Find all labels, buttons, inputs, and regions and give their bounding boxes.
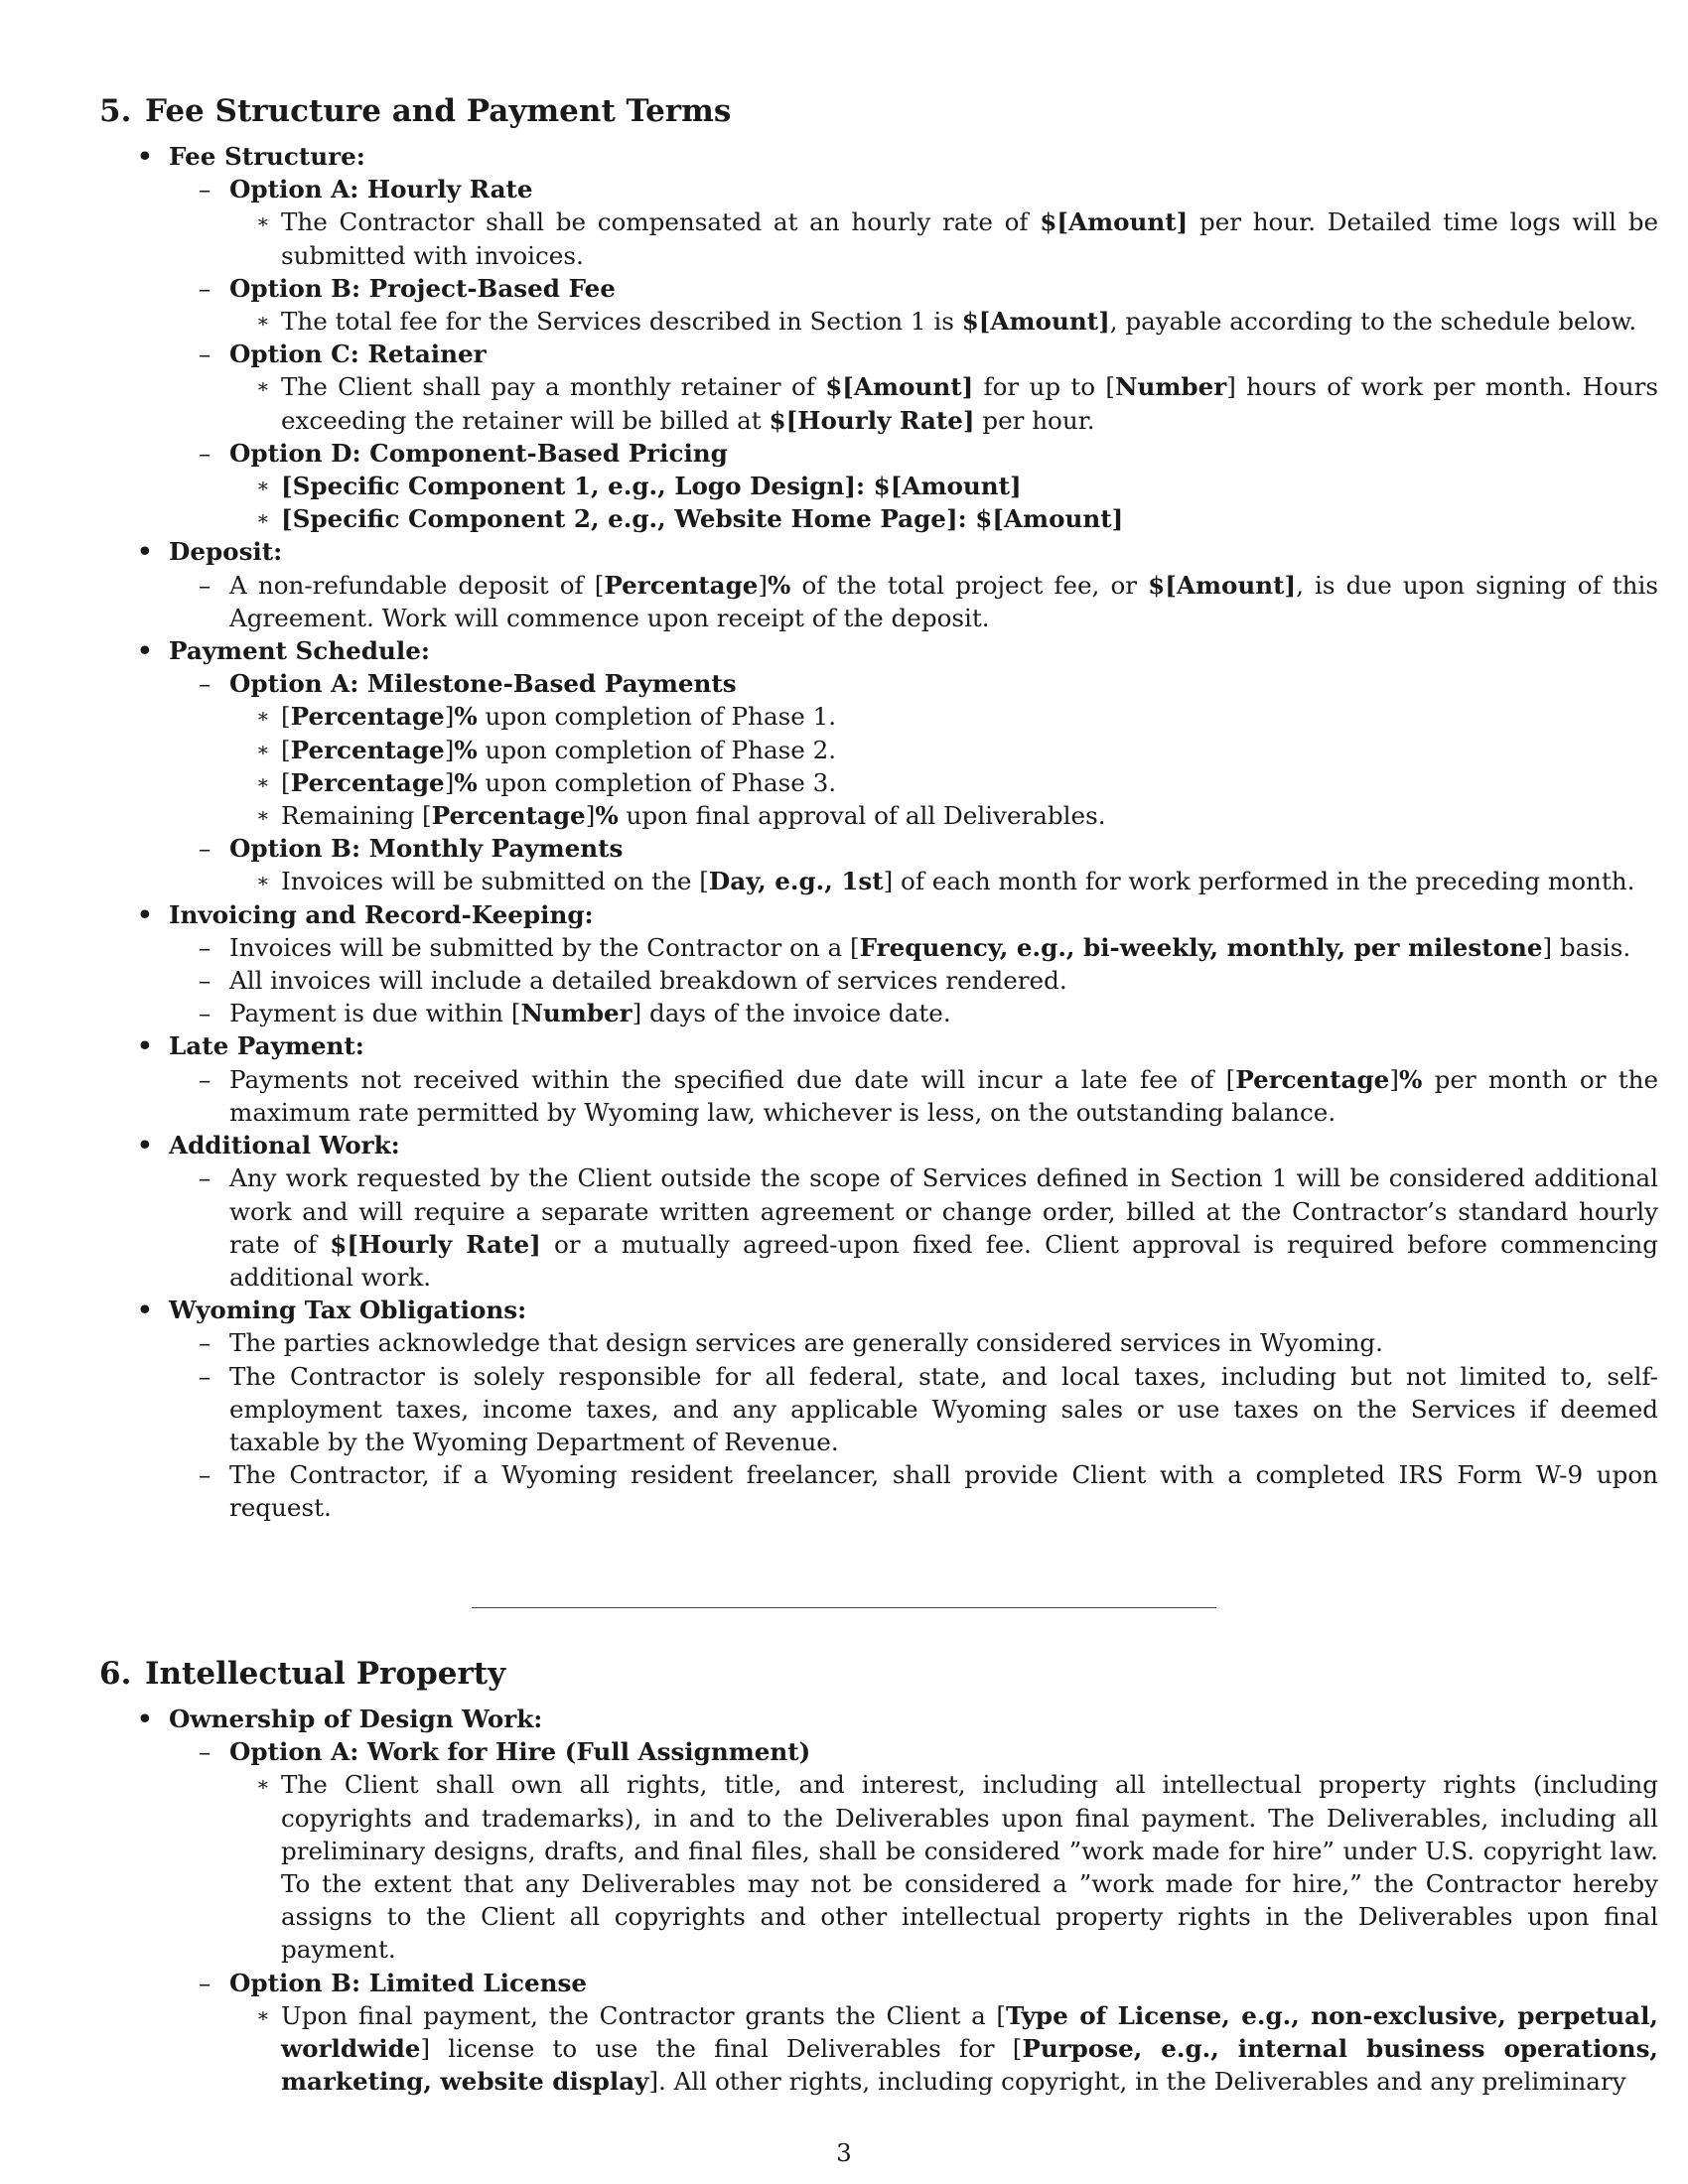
dash-icon: – <box>199 1460 211 1490</box>
asterisk-icon: ∗ <box>256 474 270 498</box>
list-item: – Payments not received within the specified due date will incur a late fee of [Percentage]% per month or the maximum rate permitted by Wyoming law, whichever is less, on the outstanding balance. <box>199 1064 1658 1127</box>
asterisk-icon: ∗ <box>256 769 270 794</box>
dash-icon: – <box>199 273 211 303</box>
list-item: ∗ [Percentage]% upon completion of Phase 3. <box>229 766 1658 799</box>
section-6-heading <box>99 1654 1589 1694</box>
bullet-icon: • <box>137 1131 153 1160</box>
list-item: – Payment is due within [Number] days of the invoice date. <box>169 997 1658 1029</box>
list-item: ∗ Upon final payment, the Contractor grants the Client a [Type of License, e.g., non-exclusive, perpetual, worldwide] license to use the final Deliverables for [Purpose, e.g., internal business operations, marketing, website display]. All other rights, including copyright, in the Deliverables and any preliminary <box>256 2000 1658 2097</box>
dash-icon: – <box>199 340 211 369</box>
dash-icon: – <box>199 1163 211 1193</box>
list-item-fee-structure <box>99 140 1658 535</box>
item-label: Ownership of Design Work: <box>169 1705 543 1733</box>
dash-icon: – <box>199 438 211 468</box>
list-item-additional-work <box>99 1129 1658 1294</box>
dash-icon: – <box>199 570 211 600</box>
asterisk-icon: ∗ <box>256 309 270 334</box>
list-item: – Invoices will be submitted by the Contractor on a [Frequency, e.g., bi-weekly, monthly, per milestone] basis. <box>169 931 1658 964</box>
dash-icon: – <box>199 175 211 205</box>
item-label: Wyoming Tax Obligations: <box>169 1296 527 1325</box>
asterisk-icon: ∗ <box>256 2002 270 2027</box>
list-item: ∗ [Specific Component 1, e.g., Logo Design]: $[Amount] <box>229 470 1658 502</box>
bullet-icon: • <box>137 1296 153 1325</box>
list-item: ∗ [Specific Component 2, e.g., Website Home Page]: $[Amount] <box>229 502 1658 535</box>
list-item: – The parties acknowledge that design services are generally considered services in Wyoming. <box>169 1326 1658 1359</box>
item-label: Fee Structure: <box>169 142 365 171</box>
list-item-deposit <box>99 535 1658 634</box>
bullet-icon: • <box>137 1705 153 1733</box>
option-label: Option B: Monthly Payments <box>229 834 624 864</box>
list-item: ∗ Invoices will be submitted on the [Day, e.g., 1st] of each month for work performed in the preceding month. <box>229 865 1658 897</box>
bullet-icon: • <box>137 537 153 567</box>
option-label: Option B: Limited License <box>229 1968 587 1997</box>
list-item-wyoming-tax <box>99 1294 1658 1524</box>
item-label: Additional Work: <box>169 1131 400 1160</box>
bullet-icon: • <box>137 899 153 929</box>
asterisk-icon: ∗ <box>256 374 270 399</box>
list-item-option-a <box>169 173 1658 272</box>
list-item: ∗ The Client shall pay a monthly retainer of $[Amount] for up to [Number] hours of work per month. Hours exceeding the retainer will be billed at $[Hourly Rate] per hour. <box>256 372 1658 435</box>
option-label: Option D: Component-Based Pricing <box>229 438 728 468</box>
list-item: ∗ [Percentage]% upon completion of Phase 2. <box>229 734 1658 766</box>
option-label: Option B: Project-Based Fee <box>229 273 616 303</box>
asterisk-icon: ∗ <box>256 1772 270 1797</box>
section-6 <box>99 1654 1658 2098</box>
bullet-icon: • <box>137 142 153 171</box>
list-item-option-b <box>169 832 1658 897</box>
asterisk-icon: ∗ <box>256 737 270 761</box>
dash-icon: – <box>199 1968 211 1997</box>
dash-icon: – <box>199 834 211 864</box>
list-item-option-a <box>169 667 1658 832</box>
section-title: Fee Structure and Payment Terms <box>145 93 732 129</box>
section-5-heading <box>99 91 1589 131</box>
bullet-icon: • <box>137 636 153 666</box>
asterisk-icon: ∗ <box>256 506 270 531</box>
list-item: ∗ The Contractor shall be compensated at an hourly rate of $[Amount] per hour. Detailed time logs will be submitted with invoices. <box>256 207 1658 270</box>
section-number: 6. <box>99 1656 132 1692</box>
dash-icon: – <box>199 932 211 962</box>
list-item-option-b <box>169 272 1658 338</box>
asterisk-icon: ∗ <box>256 803 270 828</box>
dash-icon: – <box>199 1361 211 1391</box>
list-item: – The Contractor is solely responsible for all federal, state, and local taxes, including but not limited to, self-employment taxes, income taxes, and any applicable Wyoming sales or use taxes on the Services if deemed taxable by the Wyoming Department of Revenue. <box>199 1361 1658 1456</box>
section-5 <box>99 91 1659 1525</box>
section-title: Intellectual Property <box>145 1656 506 1692</box>
option-label: Option A: Milestone-Based Payments <box>229 669 737 699</box>
list-item-ownership <box>99 1703 1658 2098</box>
list-item-option-d <box>169 437 1658 536</box>
section-number: 5. <box>99 93 132 129</box>
list-item: ∗ The total fee for the Services described in Section 1 is $[Amount], payable according to the schedule below. <box>229 305 1658 338</box>
option-label: Option A: Work for Hire (Full Assignment) <box>229 1737 811 1767</box>
item-label: Deposit: <box>169 537 283 567</box>
list-item-late-payment <box>99 1029 1658 1129</box>
list-item: – A non-refundable deposit of [Percentage]% of the total project fee, or $[Amount], is due upon signing of this Agreement. Work will commence upon receipt of the deposit. <box>199 570 1659 632</box>
list-item: – Any work requested by the Client outside the scope of Services defined in Section 1 will be considered additional work and will require a separate written agreement or change order, billed at the Contractor’s standard hourly rate of $[Hourly Rate] or a mutually agreed-upon fixed fee. Client approval is required before commencing additional work. <box>199 1163 1658 1292</box>
list-item: – The Contractor, if a Wyoming resident freelancer, shall provide Client with a completed IRS Form W-9 upon request. <box>199 1460 1658 1523</box>
dash-icon: – <box>199 669 211 699</box>
dash-icon: – <box>199 1737 211 1767</box>
option-label: Option A: Hourly Rate <box>229 175 533 205</box>
dash-icon: – <box>199 999 211 1028</box>
asterisk-icon: ∗ <box>256 209 270 234</box>
list-item: ∗ The Client shall own all rights, title, and interest, including all intellectual property rights (including copyrights and trademarks), in and to the Deliverables upon final payment. The Deliverables, including all preliminary designs, drafts, and final files, shall be considered ”work made for hire” under U.S. copyright law. To the extent that any Deliverables may not be considered a ”work made for hire,” the Contractor hereby assigns to the Client all copyrights and other intellectual property rights in the Deliverables upon final payment. <box>256 1770 1658 1965</box>
dash-icon: – <box>199 1328 211 1358</box>
list-item-invoicing <box>99 898 1658 1030</box>
list-item-option-b <box>169 1967 1658 2099</box>
dash-icon: – <box>199 1064 211 1094</box>
asterisk-icon: ∗ <box>256 869 270 893</box>
page-number: 3 <box>836 2138 852 2167</box>
item-label: Invoicing and Record-Keeping: <box>169 899 594 929</box>
horizontal-divider <box>472 1607 1216 1608</box>
list-item-option-c <box>169 338 1658 437</box>
bullet-icon: • <box>137 1031 153 1061</box>
list-item-option-a <box>169 1735 1658 1966</box>
dash-icon: – <box>199 966 211 996</box>
list-item-payment-schedule <box>99 634 1658 898</box>
item-label: Late Payment: <box>169 1031 364 1061</box>
list-item: ∗ [Percentage]% upon completion of Phase 1. <box>229 700 1658 733</box>
list-item: ∗ Remaining [Percentage]% upon final approval of all Deliverables. <box>229 799 1658 832</box>
list-item: – All invoices will include a detailed breakdown of services rendered. <box>169 964 1658 997</box>
asterisk-icon: ∗ <box>256 704 270 729</box>
item-label: Payment Schedule: <box>169 636 430 666</box>
option-label: Option C: Retainer <box>229 340 487 369</box>
